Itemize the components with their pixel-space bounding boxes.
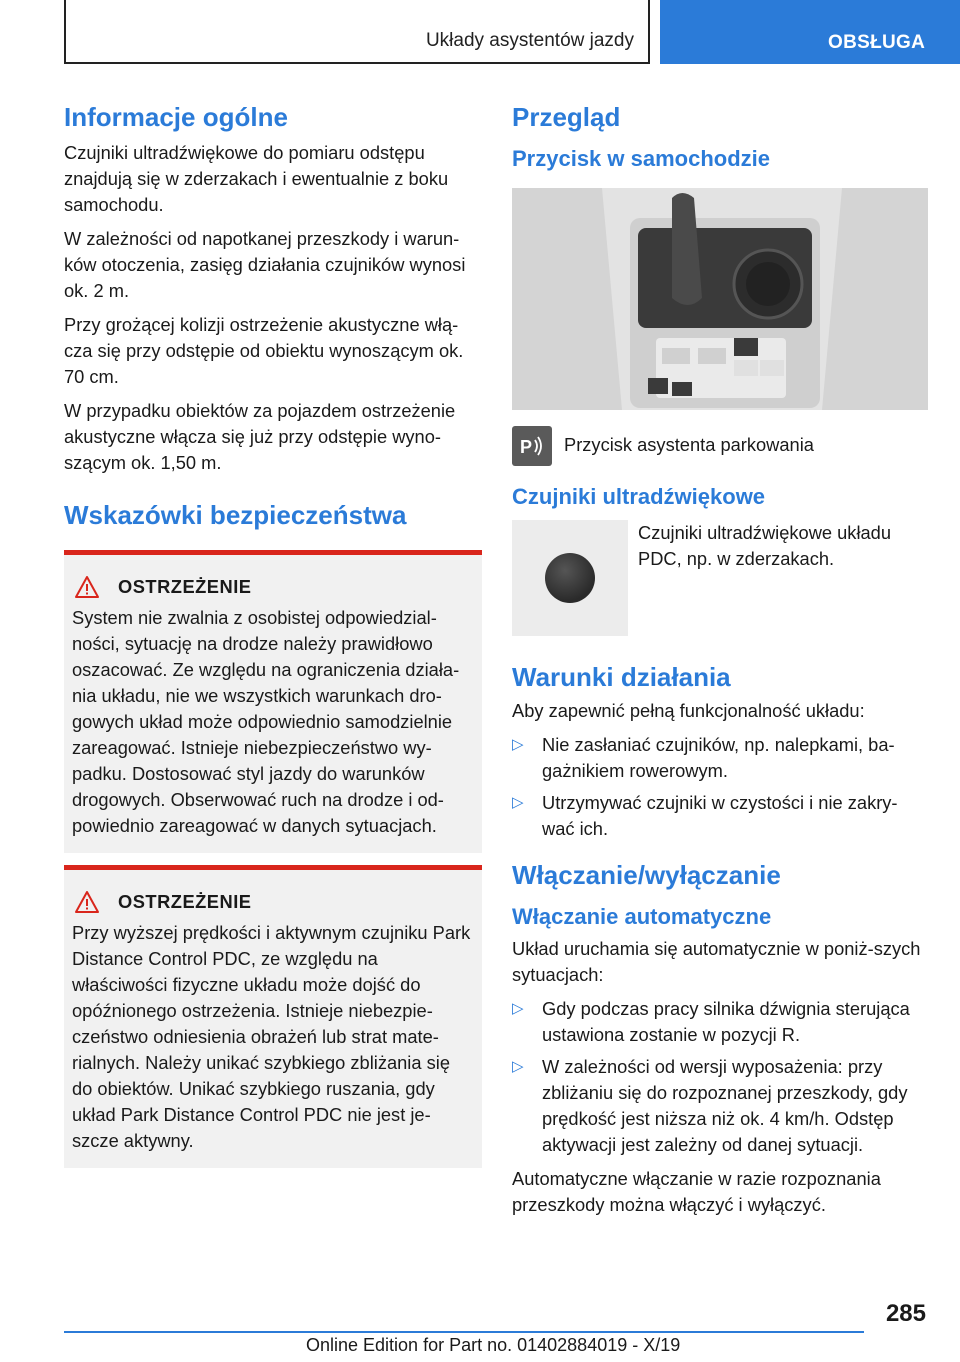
list-item: ▷ W zależności od wersji wyposażenia: przy zbliżaniu się do rozpoznanej przeszkody, gdy prędkość jest niższa niż ok. 4 km/h. Odstęp aktywacji jest zależny od danej sytuacji. xyxy=(512,1054,930,1158)
header-chapter-tab[interactable] xyxy=(660,0,960,64)
header-section-box xyxy=(64,0,650,64)
general-info-heading: Informacje ogólne xyxy=(64,102,288,132)
auto-intro: Układ uruchamia się automatycznie w poniż-szych sytuacjach: xyxy=(512,938,921,985)
list-item: ▷ Nie zasłaniać czujników, np. nalepkami, ba-gażnikiem rowerowym. xyxy=(512,732,930,784)
button-caption: Przycisk asystenta parkowania xyxy=(564,434,814,455)
ultrasonic-sensor-icon xyxy=(545,553,595,603)
conditions-heading: Warunki działania xyxy=(512,662,731,692)
page-number: 285 xyxy=(885,1300,926,1327)
header-section-title: Układy asystentów jazdy xyxy=(425,30,634,51)
park-assist-button-icon xyxy=(512,426,552,466)
auto-heading: Włączanie automatyczne xyxy=(512,904,772,929)
warning-box xyxy=(64,550,482,853)
header-chapter-label: OBSŁUGA xyxy=(828,32,926,53)
warning-box xyxy=(64,865,482,1168)
footer-divider xyxy=(64,1331,864,1333)
center-console-illustration xyxy=(512,188,928,410)
auto-list xyxy=(512,996,930,1158)
warning-text: Przy wyższej prędkości i aktywnym czujniku Park Distance Control PDC, ze względu na właściwości fizyczne układu może dojść do opóźnionego ostrzeżenia. Istnieje niebezpie-czeństwo odniesienia obrażeń lub strat mate-rialnych. Należy unikać szybkiego zbliżania się do obiektów. Unikać szybkiego ruszania, gdy układ Park Distance Control PDC nie jest je-szcze aktywny. xyxy=(72,922,471,1151)
general-info-paragraph: Czujniki ultradźwiękowe do pomiaru odstępu znajdują się w zderzakach i ewentualnie z boku samochodu. xyxy=(64,142,449,215)
button-caption-row xyxy=(512,426,930,466)
auto-outro: Automatyczne włączanie w razie rozpoznania przeszkody można włączyć i wyłączyć. xyxy=(512,1168,881,1215)
button-heading: Przycisk w samochodzie xyxy=(512,146,770,171)
overview-heading: Przegląd xyxy=(512,102,621,132)
warning-label: OSTRZEŻENIE xyxy=(118,891,252,912)
general-info-paragraph: W zależności od napotkanej przeszkody i warun-ków otoczenia, zasięg działania czujników wynosi ok. 2 m. xyxy=(64,228,466,301)
list-item: ▷ Utrzymywać czujniki w czystości i nie zakry-wać ich. xyxy=(512,790,930,842)
sensors-text: Czujniki ultradźwiękowe układu PDC, np. w zderzakach. xyxy=(638,522,892,569)
warning-label: OSTRZEŻENIE xyxy=(118,576,252,597)
sensors-heading: Czujniki ultradźwiękowe xyxy=(512,484,766,509)
sensors-row xyxy=(512,520,930,636)
center-console-photo xyxy=(512,188,928,410)
warning-triangle-icon xyxy=(74,890,100,914)
right-column xyxy=(512,100,930,1226)
footer-edition: Online Edition for Part no. 01402884019 - X/19 xyxy=(306,1335,681,1355)
conditions-intro: Aby zapewnić pełną funkcjonalność układu: xyxy=(512,700,865,721)
ultrasonic-sensor-image xyxy=(512,520,628,636)
conditions-list xyxy=(512,732,930,842)
list-item: ▷ Gdy podczas pracy silnika dźwignia sterująca ustawiona zostanie w pozycji R. xyxy=(512,996,930,1048)
svg-text:P: P xyxy=(520,437,533,457)
warning-triangle-icon xyxy=(74,575,100,599)
onoff-heading: Włączanie/wyłączanie xyxy=(512,860,781,890)
left-column xyxy=(64,100,482,1168)
warning-text: System nie zwalnia z osobistej odpowiedzial-ności, sytuację na drodze należy prawidłowo oszacować. Ze względu na ograniczenia działa-nia układu, nie we wszystkich warunkach dro-gowych układ może odpowiednio samodzielnie zareagować. Istnieje niebezpieczeństwo wy-padku. Dostosować styl jazdy do warunków drogowych. Obserwować ruch na drodze i od-powiednio zareagować w danych sytuacjach. xyxy=(72,607,460,836)
general-info-paragraph: W przypadku obiektów za pojazdem ostrzeżenie akustyczne włącza się już przy odstępie wyno-szącym ok. 1,50 m. xyxy=(64,400,456,473)
safety-heading: Wskazówki bezpieczeństwa xyxy=(64,500,407,530)
general-info-paragraph: Przy grożącej kolizji ostrzeżenie akustyczne włą-cza się przy odstępie od obiektu wynoszącym ok. 70 cm. xyxy=(64,314,464,387)
